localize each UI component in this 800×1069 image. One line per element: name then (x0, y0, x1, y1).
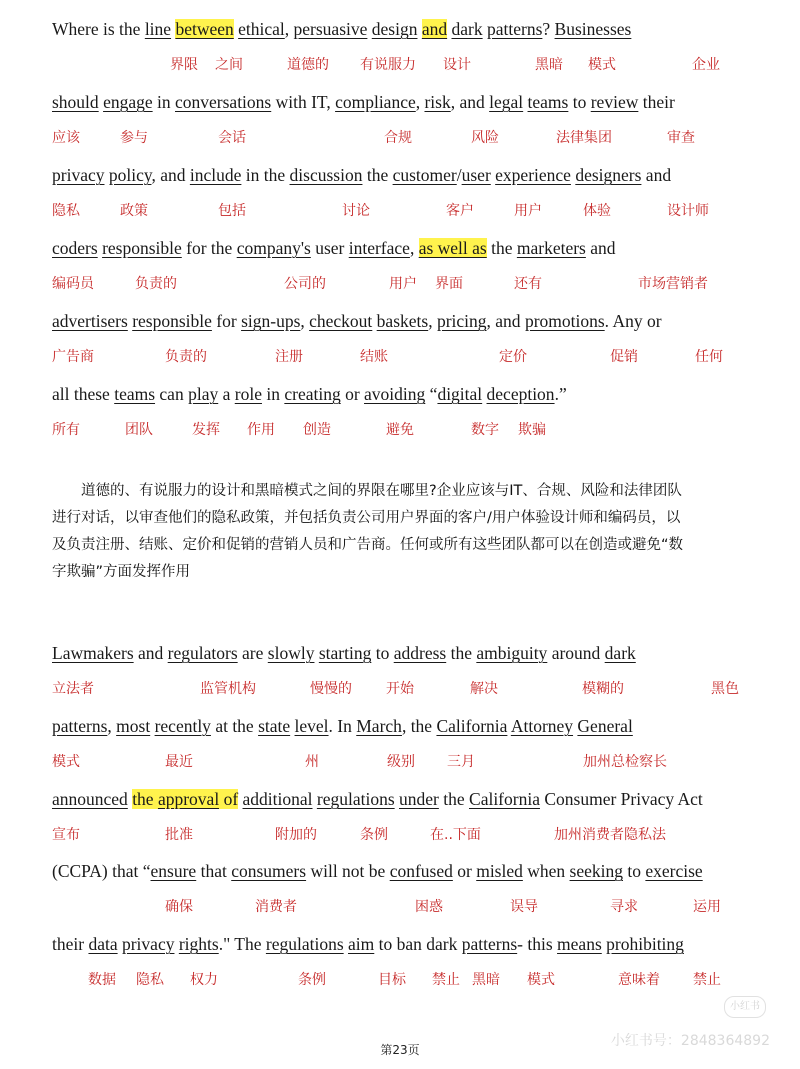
underlined-word: ethical (238, 19, 285, 39)
gloss-row (0, 896, 800, 920)
underlined-word: exercise (645, 861, 703, 881)
gloss-word: 体验 (583, 203, 611, 219)
gloss-word: 还有 (514, 276, 542, 292)
underlined-word: experience (495, 165, 571, 185)
underlined-word: role (234, 384, 262, 404)
gloss-word: 创造 (303, 422, 331, 438)
gloss-word: 编码员 (52, 276, 94, 292)
highlighted-word: the (132, 789, 158, 809)
underlined-word: teams (527, 92, 569, 112)
gloss-word: 道德的 (287, 57, 329, 73)
underlined-word: deception (486, 384, 555, 404)
underlined-word: address (393, 643, 447, 663)
english-line: Where is the line between ethical, persuasive design and dark patterns? Businesses (52, 19, 632, 39)
underlined-word: designers (575, 165, 642, 185)
underlined-word: creating (284, 384, 341, 404)
highlighted-word: as well as (418, 238, 487, 258)
underlined-word: confused (389, 861, 453, 881)
gloss-word: 广告商 (52, 349, 94, 365)
gloss-word: 数据 (88, 972, 116, 988)
underlined-word: customer (392, 165, 457, 185)
gloss-word: 误导 (510, 899, 538, 915)
english-line: advertisers responsible for sign-ups, checkout baskets, pricing, and promotions. Any or (52, 311, 662, 331)
gloss-word: 用户 (389, 276, 417, 292)
underlined-word: policy (108, 165, 152, 185)
underlined-word: patterns (52, 716, 108, 736)
english-line: privacy policy, and include in the discussion the customer/user experience designers and (52, 165, 672, 185)
gloss-word: 条例 (360, 827, 388, 843)
gloss-word: 目标 (378, 972, 406, 988)
gloss-word: 隐私 (52, 203, 80, 219)
underlined-word: risk (424, 92, 451, 112)
gloss-word: 模糊的 (582, 681, 624, 697)
gloss-word: 在..下面 (430, 827, 481, 843)
gloss-word: 加州总检察长 (583, 754, 667, 770)
underlined-word: responsible (102, 238, 182, 258)
english-line: all these teams can play a role in creating or avoiding “digital deception.” (52, 384, 567, 404)
gloss-word: 欺骗 (518, 422, 546, 438)
gloss-word: 法律集团 (556, 130, 612, 146)
gloss-word: 客户 (446, 203, 474, 219)
gloss-word: 最近 (165, 754, 193, 770)
gloss-row (0, 824, 800, 848)
underlined-word: Attorney (510, 716, 574, 736)
gloss-row (0, 54, 800, 78)
underlined-word: announced (52, 789, 128, 809)
gloss-row (0, 127, 800, 151)
underlined-word: state (258, 716, 291, 736)
gloss-word: 公司的 (284, 276, 326, 292)
underlined-word: ambiguity (476, 643, 548, 663)
gloss-word: 团队 (125, 422, 153, 438)
gloss-word: 模式 (52, 754, 80, 770)
gloss-word: 设计 (443, 57, 471, 73)
gloss-word: 参与 (120, 130, 148, 146)
underlined-word: regulators (167, 643, 238, 663)
underlined-word: starting (318, 643, 372, 663)
gloss-word: 条例 (298, 972, 326, 988)
underlined-word: responsible (132, 311, 212, 331)
gloss-word: 结账 (360, 349, 388, 365)
underlined-word: level (294, 716, 329, 736)
underlined-word: misled (476, 861, 523, 881)
gloss-word: 定价 (499, 349, 527, 365)
gloss-word: 会话 (218, 130, 246, 146)
english-line: Lawmakers and regulators are slowly starting to address the ambiguity around dark (52, 643, 636, 663)
underlined-word: General (577, 716, 633, 736)
underlined-word: California (469, 789, 540, 809)
gloss-word: 禁止 (432, 972, 460, 988)
underlined-word: sign-ups (241, 311, 301, 331)
gloss-word: 应该 (52, 130, 80, 146)
underlined-word: aim (348, 934, 375, 954)
gloss-word: 加州消费者隐私法 (554, 827, 666, 843)
underlined-word: coders (52, 238, 98, 258)
underlined-word: ensure (150, 861, 197, 881)
gloss-word: 级别 (387, 754, 415, 770)
english-line: patterns, most recently at the state level. In March, the California Attorney General (52, 716, 633, 736)
underlined-word: March (356, 716, 402, 736)
underlined-word: privacy (52, 165, 105, 185)
gloss-word: 避免 (386, 422, 414, 438)
underlined-word: persuasive (293, 19, 368, 39)
gloss-word: 确保 (165, 899, 193, 915)
underlined-word: legal (489, 92, 524, 112)
underlined-word: design (371, 19, 418, 39)
gloss-word: 州 (305, 754, 319, 770)
english-line: (CCPA) that “ensure that consumers will not be confused or misled when seeking to exercise (52, 861, 703, 881)
underlined-word: regulations (316, 789, 395, 809)
underlined-word: company's (236, 238, 311, 258)
english-line: their data privacy rights." The regulations aim to ban dark patterns- this means prohibiting (52, 934, 684, 954)
underlined-word: baskets (376, 311, 429, 331)
gloss-word: 批准 (165, 827, 193, 843)
gloss-word: 界面 (435, 276, 463, 292)
highlighted-word: and (421, 19, 448, 39)
gloss-word: 黑暗 (535, 57, 563, 73)
underlined-word: promotions (524, 311, 605, 331)
underlined-word: teams (114, 384, 156, 404)
gloss-word: 发挥 (192, 422, 220, 438)
chinese-translation-paragraph (52, 478, 752, 586)
watermark: 小红书号：2848364892 (610, 1033, 770, 1049)
gloss-word: 有说服力 (360, 57, 416, 73)
gloss-word: 讨论 (342, 203, 370, 219)
underlined-word: compliance (335, 92, 416, 112)
underlined-word: digital (437, 384, 483, 404)
gloss-word: 促销 (610, 349, 638, 365)
underlined-word: dark (604, 643, 636, 663)
underlined-word: additional (242, 789, 313, 809)
gloss-row (0, 346, 800, 370)
underlined-word: interface (348, 238, 410, 258)
underlined-word: conversations (175, 92, 272, 112)
underlined-word: avoiding (364, 384, 426, 404)
gloss-word: 意味着 (618, 972, 660, 988)
underlined-word: user (461, 165, 491, 185)
gloss-word: 三月 (447, 754, 475, 770)
gloss-word: 负责的 (165, 349, 207, 365)
underlined-word: engage (103, 92, 153, 112)
gloss-word: 市场营销者 (638, 276, 708, 292)
gloss-word: 消费者 (255, 899, 297, 915)
gloss-word: 权力 (190, 972, 218, 988)
gloss-row (0, 969, 800, 993)
gloss-word: 任何 (695, 349, 723, 365)
highlighted-word: between (175, 19, 234, 39)
gloss-word: 运用 (693, 899, 721, 915)
gloss-word: 所有 (52, 422, 80, 438)
underlined-word: review (590, 92, 639, 112)
highlighted-word: of (219, 789, 239, 809)
gloss-word: 政策 (120, 203, 148, 219)
underlined-word: regulations (265, 934, 344, 954)
underlined-word: include (189, 165, 242, 185)
underlined-word: privacy (121, 934, 175, 954)
underlined-word: Lawmakers (52, 643, 134, 663)
gloss-word: 困惑 (415, 899, 443, 915)
gloss-row (0, 419, 800, 443)
gloss-word: 合规 (384, 130, 412, 146)
underlined-word: play (188, 384, 219, 404)
gloss-word: 禁止 (693, 972, 721, 988)
underlined-word: prohibiting (606, 934, 684, 954)
gloss-row (0, 200, 800, 224)
gloss-word: 模式 (588, 57, 616, 73)
underlined-word: most (116, 716, 151, 736)
underlined-word: should (52, 92, 99, 112)
gloss-word: 监管机构 (200, 681, 256, 697)
underlined-word: Businesses (554, 19, 632, 39)
highlighted-word: approval (157, 789, 220, 809)
gloss-word: 黑色 (711, 681, 739, 697)
gloss-word: 隐私 (136, 972, 164, 988)
underlined-word: checkout (309, 311, 373, 331)
gloss-row (0, 678, 800, 702)
gloss-word: 之间 (215, 57, 243, 73)
underlined-word: patterns (486, 19, 543, 39)
gloss-word: 企业 (692, 57, 720, 73)
underlined-word: slowly (267, 643, 315, 663)
underlined-word: California (436, 716, 508, 736)
underlined-word: marketers (516, 238, 586, 258)
underlined-word: seeking (569, 861, 623, 881)
translation-line: 进行对话，以审查他们的隐私政策，并包括负责公司用户界面的客户/用户体验设计师和编码员，以 (52, 510, 681, 526)
underlined-word: under (399, 789, 439, 809)
page-number: 第23页 (380, 1043, 420, 1057)
gloss-word: 黑暗 (472, 972, 500, 988)
gloss-word: 作用 (247, 422, 275, 438)
gloss-word: 包括 (218, 203, 246, 219)
english-line: coders responsible for the company's user interface, as well as the marketers and (52, 238, 616, 258)
gloss-word: 模式 (527, 972, 555, 988)
translation-line: 字欺骗”方面发挥作用 (52, 564, 191, 580)
gloss-word: 慢慢的 (310, 681, 352, 697)
translation-line: 道德的、有说服力的设计和黑暗模式之间的界限在哪里?企业应该与IT、合规、风险和法律团队 (52, 483, 682, 499)
gloss-word: 数字 (471, 422, 499, 438)
translation-line: 及负责注册、结账、定价和促销的营销人员和广告商。任何或所有这些团队都可以在创造或避免“数 (52, 537, 684, 553)
gloss-word: 设计师 (667, 203, 709, 219)
watermark-logo-icon: 小红书 (724, 996, 766, 1018)
gloss-row (0, 751, 800, 775)
underlined-word: data (88, 934, 118, 954)
english-line: announced the approval of additional regulations under the California Consumer Privacy Act (52, 789, 703, 809)
underlined-word: consumers (231, 861, 307, 881)
gloss-word: 风险 (471, 130, 499, 146)
gloss-word: 用户 (514, 203, 542, 219)
gloss-word: 寻求 (610, 899, 638, 915)
gloss-word: 宣布 (52, 827, 80, 843)
underlined-word: recently (154, 716, 211, 736)
underlined-word: dark (451, 19, 483, 39)
gloss-word: 开始 (386, 681, 414, 697)
gloss-word: 注册 (275, 349, 303, 365)
underlined-word: means (557, 934, 602, 954)
underlined-word: rights (178, 934, 219, 954)
gloss-row (0, 273, 800, 297)
underlined-word: discussion (289, 165, 363, 185)
english-line: should engage in conversations with IT, compliance, risk, and legal teams to review their (52, 92, 675, 112)
underlined-word: pricing (436, 311, 487, 331)
underlined-word: advertisers (52, 311, 128, 331)
underlined-word: patterns (461, 934, 518, 954)
underlined-word: line (144, 19, 172, 39)
gloss-word: 负责的 (135, 276, 177, 292)
gloss-word: 界限 (170, 57, 198, 73)
gloss-word: 立法者 (52, 681, 94, 697)
gloss-word: 审查 (667, 130, 695, 146)
gloss-word: 解决 (470, 681, 498, 697)
gloss-word: 附加的 (275, 827, 317, 843)
